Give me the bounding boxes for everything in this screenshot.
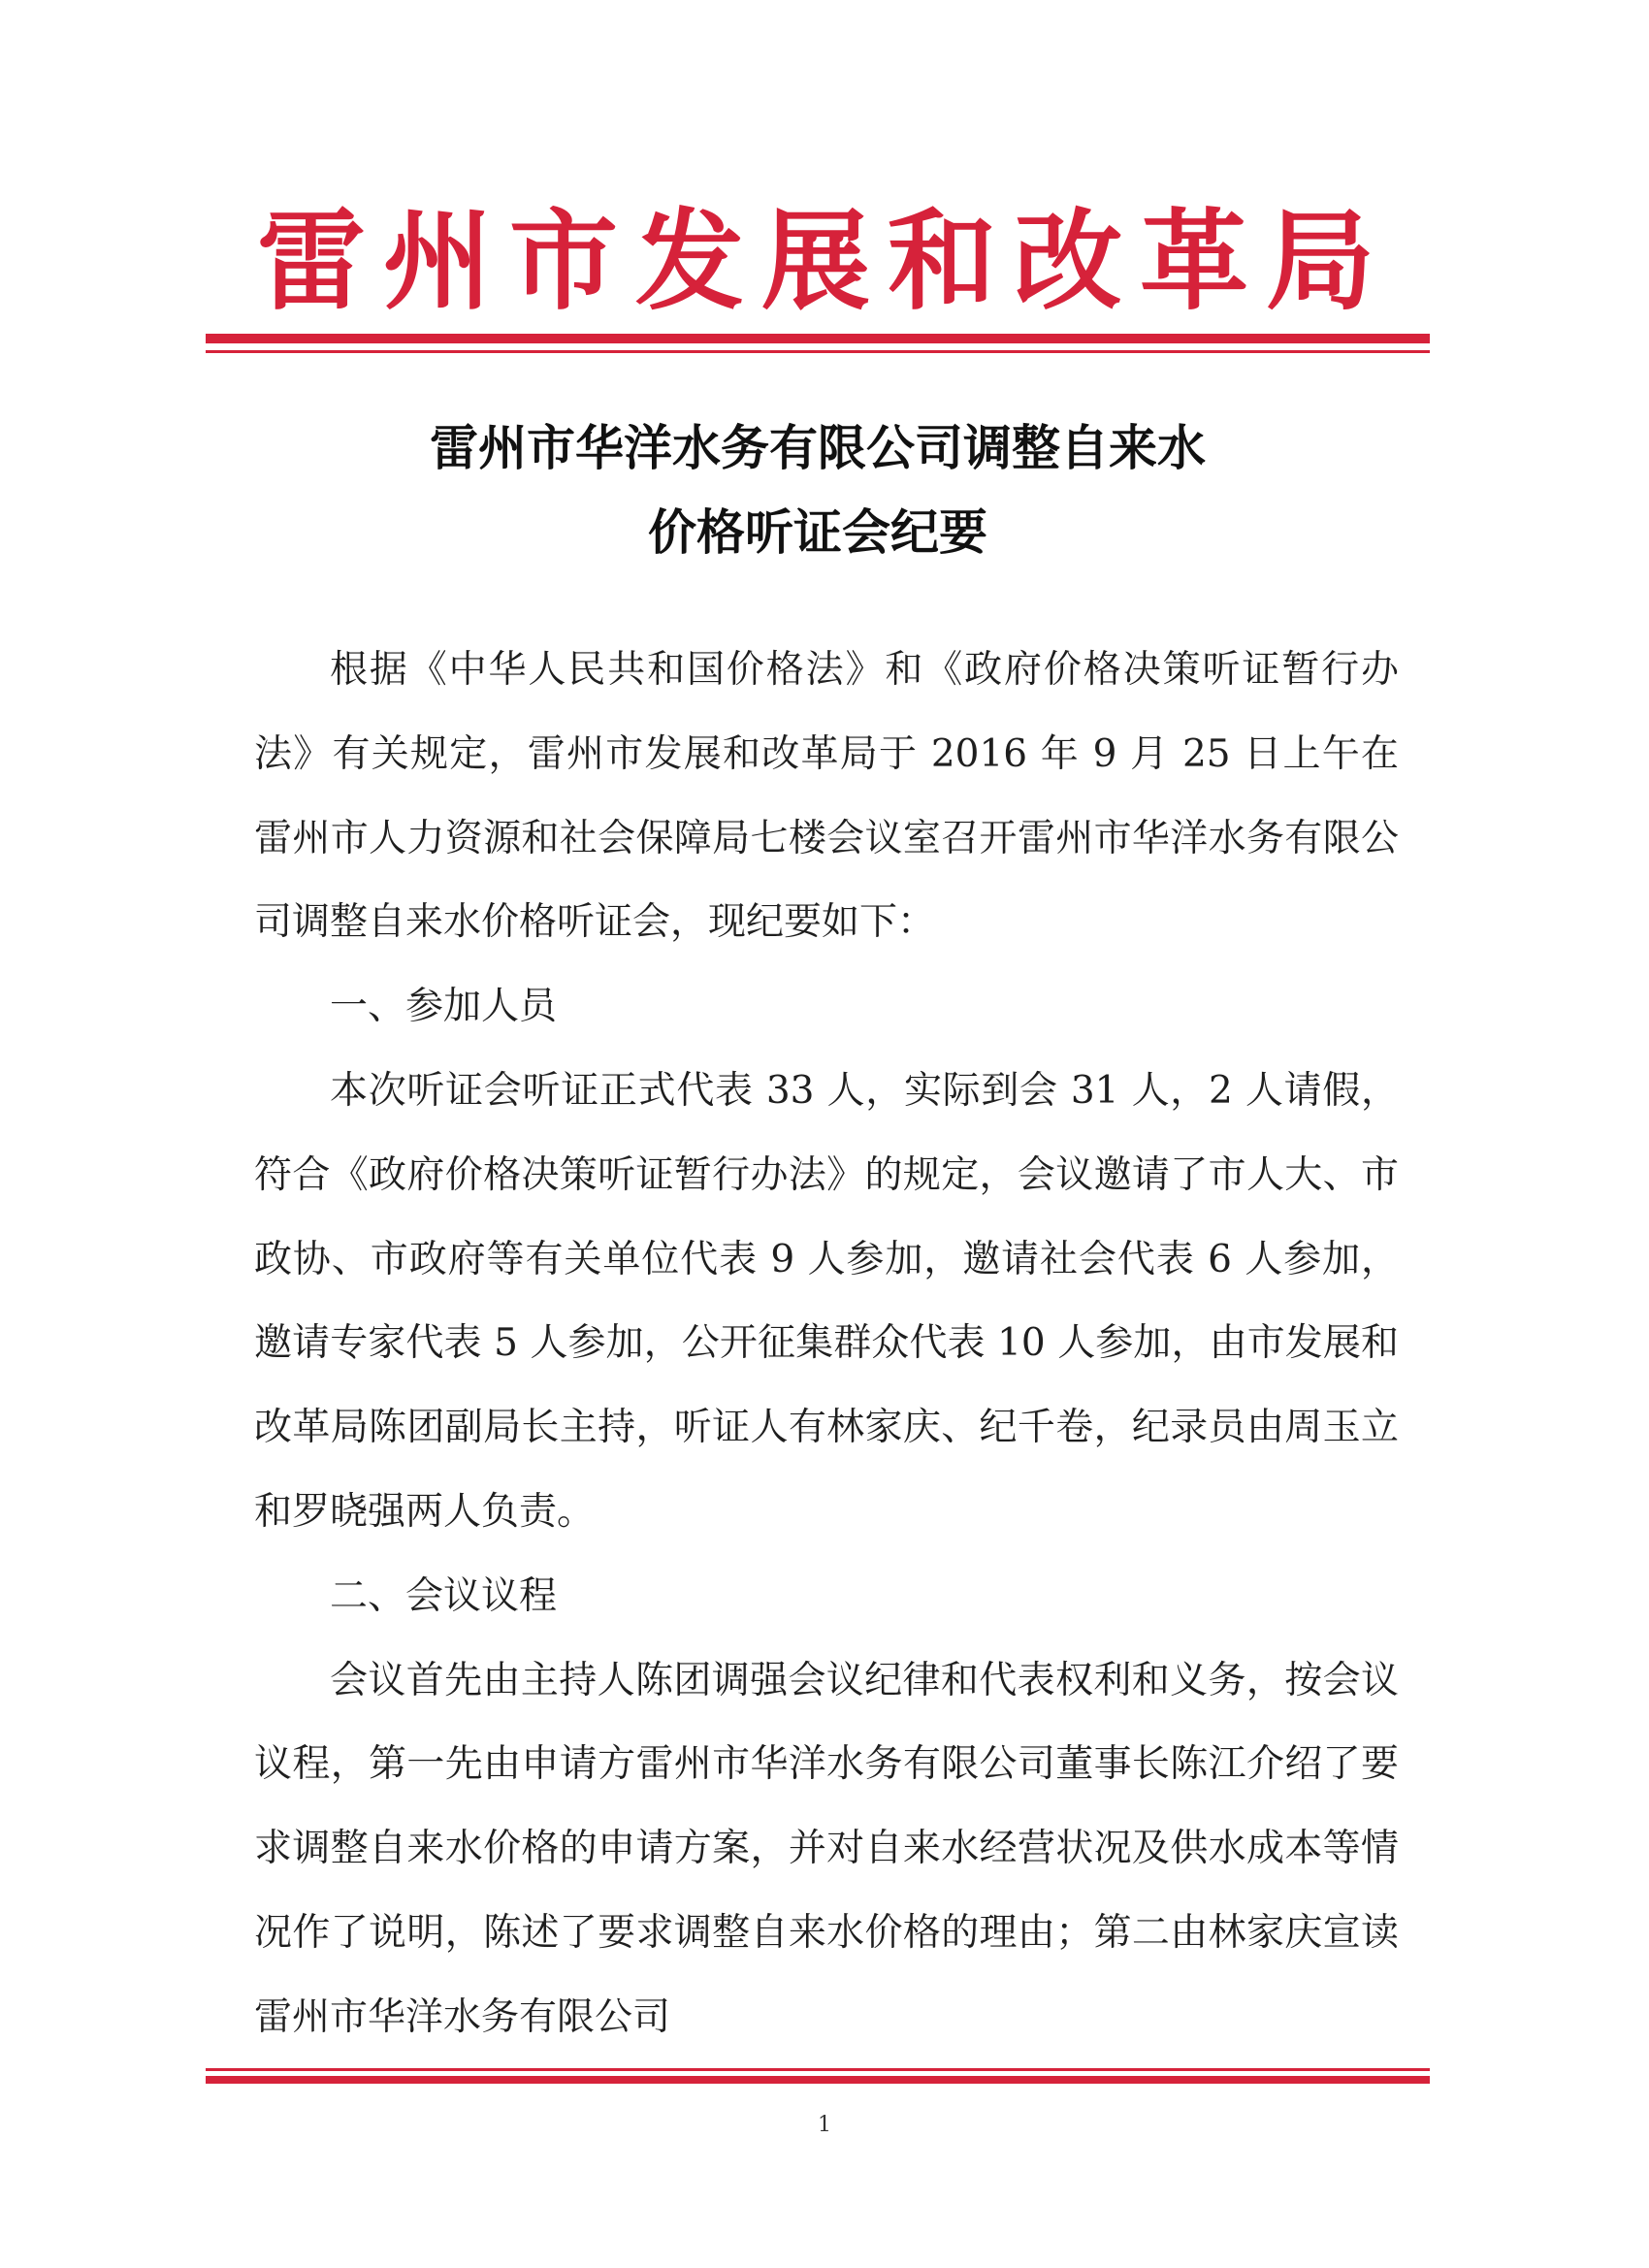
body-paragraph-participants: 本次听证会听证正式代表 33 人，实际到会 31 人，2 人请假，符合《政府价格决策听证暂行办法》的规定，会议邀请了市人大、市政协、市政府等有关单位代表 9 人参加，邀请社会代表 6 人参加，邀请专家代表 5 人参加，公开征集群众代表 10 人参加，由市发展和改革局陈团副局长主持，听证人有林家庆、纪千卷，纪录员由周玉立和罗晓强两人负责。	[254, 1068, 1399, 1534]
document-body	[254, 629, 1399, 2060]
document-title-line-1: 雷州市华洋水务有限公司调整自来水	[430, 420, 1206, 476]
letterhead-red-rule-thick	[206, 334, 1430, 343]
body-paragraph-agenda: 会议首先由主持人陈团调强会议纪律和代表权利和义务，按会议议程，第一先由申请方雷州市华洋水务有限公司董事长陈江介绍了要求调整自来水价格的申请方案，并对自来水经营状况及供水成本等情况作了说明，陈述了要求调整自来水价格的理由；第二由林家庆宣读雷州市华洋水务有限公司	[254, 1658, 1399, 2039]
letterhead-red-rule-thin	[206, 350, 1430, 353]
document-title-line-2: 价格听证会纪要	[648, 504, 987, 561]
footer-red-rule-thin	[206, 2068, 1430, 2071]
body-paragraph-intro: 根据《中华人民共和国价格法》和《政府价格决策听证暂行办法》有关规定，雷州市发展和改革局于 2016 年 9 月 25 日上午在雷州市人力资源和社会保障局七楼会议室召开雷州市华洋水务有限公司调整自来水价格听证会，现纪要如下：	[254, 648, 1399, 945]
letterhead-title: 雷州市发展和改革局	[257, 198, 1392, 325]
page-number: 1	[818, 2113, 831, 2137]
footer-red-rule-thick	[206, 2076, 1430, 2084]
section-heading-agenda: 二、会议议程	[330, 1573, 558, 1618]
section-heading-participants: 一、参加人员	[330, 985, 558, 1029]
